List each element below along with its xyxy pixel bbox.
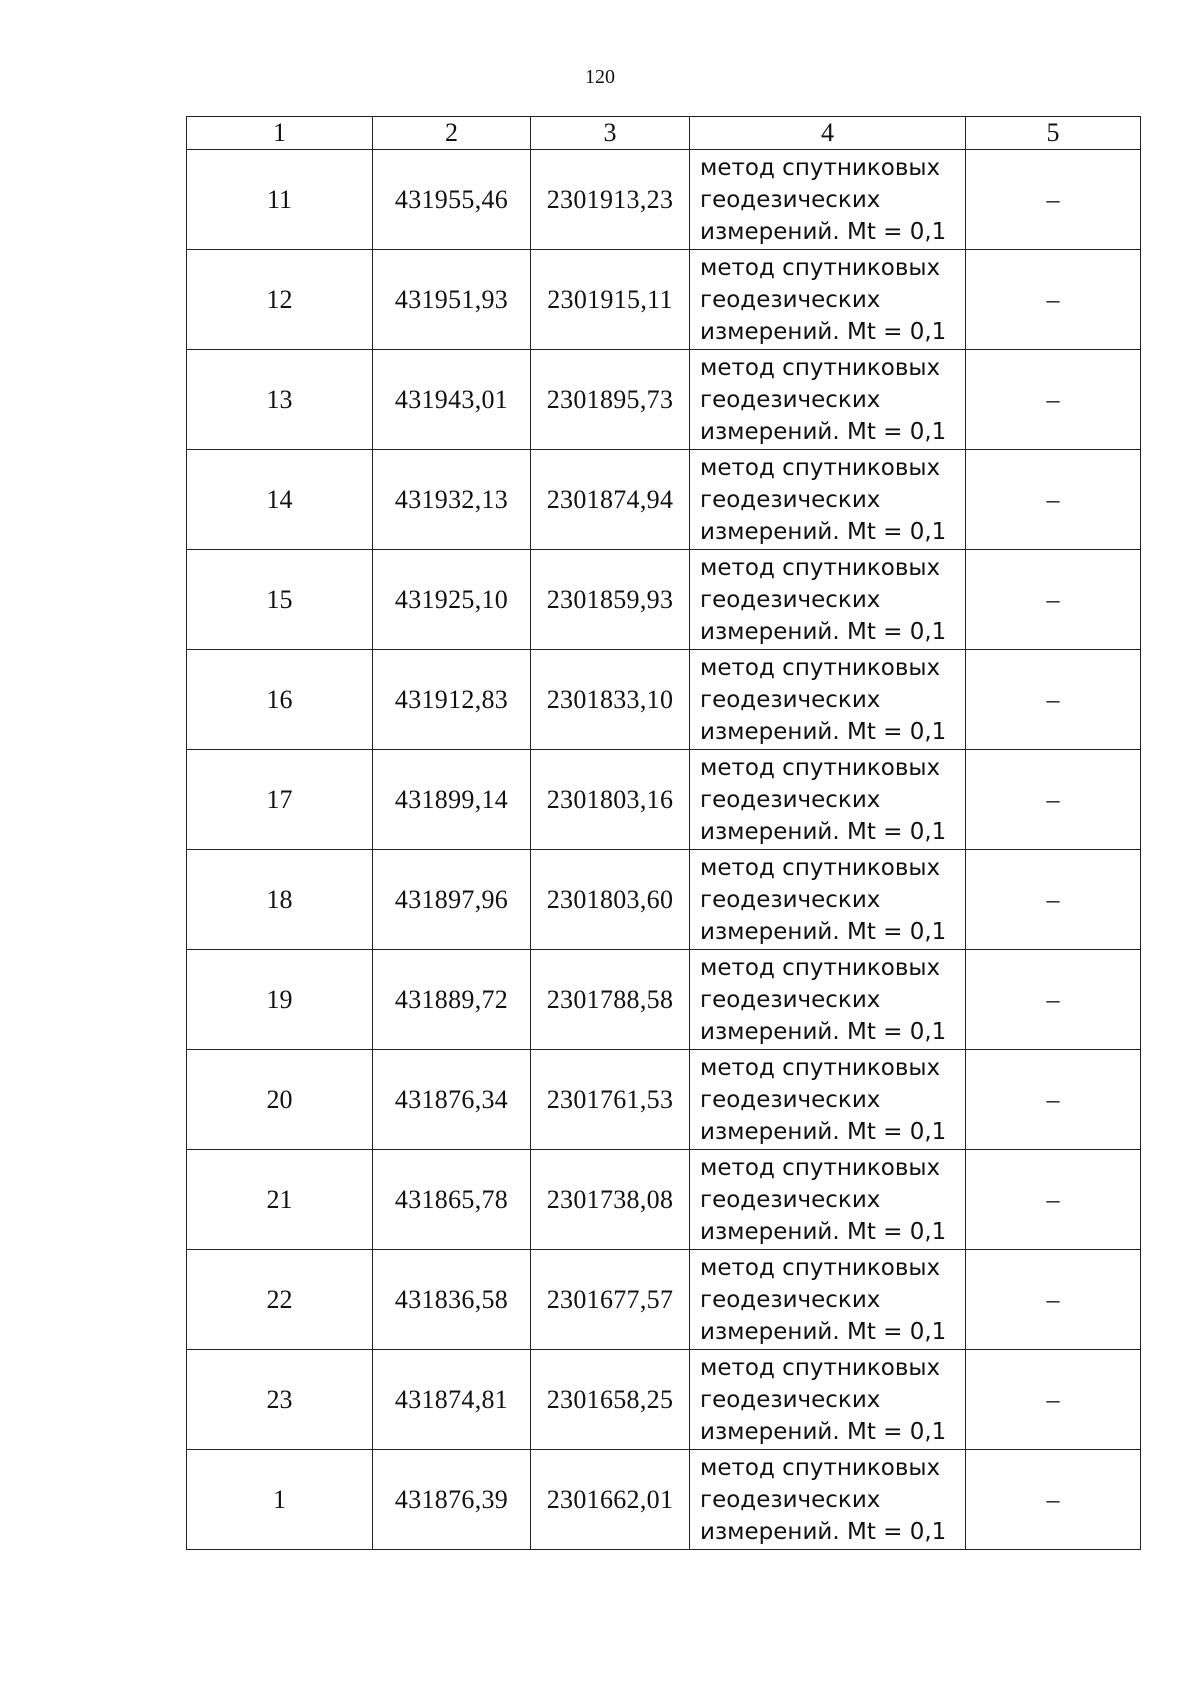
method-line: измерений. Mt = 0,1 (700, 818, 947, 845)
table-row (187, 150, 1141, 250)
table-row (187, 1150, 1141, 1250)
method-cell (690, 650, 966, 750)
column-header: 4 (690, 117, 966, 150)
method-line: метод спутниковых (700, 1354, 941, 1381)
x-coordinate-cell: 431897,96 (373, 850, 531, 950)
method-line: геодезических (700, 1186, 881, 1213)
column-header: 2 (373, 117, 531, 150)
y-coordinate-cell: 2301803,60 (531, 850, 690, 950)
table-row (187, 750, 1141, 850)
method-cell (690, 1450, 966, 1550)
table-row (187, 650, 1141, 750)
method-line: метод спутниковых (700, 1254, 941, 1281)
y-coordinate-cell: 2301833,10 (531, 650, 690, 750)
method-line: измерений. Mt = 0,1 (700, 718, 947, 745)
table-row (187, 1250, 1141, 1350)
x-coordinate-cell: 431899,14 (373, 750, 531, 850)
point-number-cell: 11 (187, 150, 373, 250)
table-row (187, 850, 1141, 950)
x-coordinate-cell: 431951,93 (373, 250, 531, 350)
y-coordinate-cell: 2301895,73 (531, 350, 690, 450)
method-line: измерений. Mt = 0,1 (700, 1218, 947, 1245)
method-line: геодезических (700, 686, 881, 713)
method-line: метод спутниковых (700, 1454, 941, 1481)
y-coordinate-cell: 2301761,53 (531, 1050, 690, 1150)
table-row (187, 250, 1141, 350)
method-line: метод спутниковых (700, 654, 941, 681)
point-number-cell: 1 (187, 1450, 373, 1550)
point-number-cell: 15 (187, 550, 373, 650)
note-cell: – (966, 350, 1141, 450)
x-coordinate-cell: 431943,01 (373, 350, 531, 450)
x-coordinate-cell: 431874,81 (373, 1350, 531, 1450)
method-line: геодезических (700, 1286, 881, 1313)
note-cell: – (966, 650, 1141, 750)
method-line: геодезических (700, 886, 881, 913)
method-line: метод спутниковых (700, 954, 941, 981)
point-number-cell: 13 (187, 350, 373, 450)
point-number-cell: 12 (187, 250, 373, 350)
x-coordinate-cell: 431912,83 (373, 650, 531, 750)
y-coordinate-cell: 2301677,57 (531, 1250, 690, 1350)
y-coordinate-cell: 2301913,23 (531, 150, 690, 250)
table-row (187, 1050, 1141, 1150)
x-coordinate-cell: 431876,34 (373, 1050, 531, 1150)
table-row (187, 950, 1141, 1050)
method-cell (690, 250, 966, 350)
point-number-cell: 16 (187, 650, 373, 750)
y-coordinate-cell: 2301874,94 (531, 450, 690, 550)
y-coordinate-cell: 2301738,08 (531, 1150, 690, 1250)
table-row (187, 450, 1141, 550)
table-header-row (187, 117, 1141, 150)
method-line: измерений. Mt = 0,1 (700, 918, 947, 945)
x-coordinate-cell: 431955,46 (373, 150, 531, 250)
method-line: геодезических (700, 1386, 881, 1413)
method-line: метод спутниковых (700, 454, 941, 481)
note-cell: – (966, 550, 1141, 650)
method-line: измерений. Mt = 0,1 (700, 518, 947, 545)
method-line: метод спутниковых (700, 354, 941, 381)
method-line: геодезических (700, 586, 881, 613)
table-row (187, 350, 1141, 450)
method-line: геодезических (700, 386, 881, 413)
method-line: метод спутниковых (700, 754, 941, 781)
y-coordinate-cell: 2301803,16 (531, 750, 690, 850)
method-line: измерений. Mt = 0,1 (700, 418, 947, 445)
point-number-cell: 14 (187, 450, 373, 550)
method-line: метод спутниковых (700, 1054, 941, 1081)
x-coordinate-cell: 431932,13 (373, 450, 531, 550)
method-line: метод спутниковых (700, 554, 941, 581)
method-cell (690, 550, 966, 650)
column-header: 1 (187, 117, 373, 150)
method-line: геодезических (700, 1086, 881, 1113)
method-cell (690, 1150, 966, 1250)
point-number-cell: 22 (187, 1250, 373, 1350)
method-line: измерений. Mt = 0,1 (700, 618, 947, 645)
note-cell: – (966, 450, 1141, 550)
point-number-cell: 21 (187, 1150, 373, 1250)
note-cell: – (966, 1150, 1141, 1250)
x-coordinate-cell: 431865,78 (373, 1150, 531, 1250)
x-coordinate-cell: 431889,72 (373, 950, 531, 1050)
method-line: измерений. Mt = 0,1 (700, 1418, 947, 1445)
x-coordinate-cell: 431876,39 (373, 1450, 531, 1550)
method-line: измерений. Mt = 0,1 (700, 1318, 947, 1345)
note-cell: – (966, 1450, 1141, 1550)
method-line: измерений. Mt = 0,1 (700, 218, 947, 245)
point-number-cell: 23 (187, 1350, 373, 1450)
method-cell (690, 850, 966, 950)
method-line: метод спутниковых (700, 1154, 941, 1181)
method-cell (690, 350, 966, 450)
method-line: геодезических (700, 786, 881, 813)
table-row (187, 550, 1141, 650)
coordinates-table (186, 116, 1141, 1550)
page-number: 120 (585, 66, 615, 88)
method-cell (690, 450, 966, 550)
y-coordinate-cell: 2301915,11 (531, 250, 690, 350)
note-cell: – (966, 850, 1141, 950)
point-number-cell: 20 (187, 1050, 373, 1150)
method-line: измерений. Mt = 0,1 (700, 1118, 947, 1145)
y-coordinate-cell: 2301859,93 (531, 550, 690, 650)
x-coordinate-cell: 431925,10 (373, 550, 531, 650)
method-line: метод спутниковых (700, 254, 941, 281)
y-coordinate-cell: 2301788,58 (531, 950, 690, 1050)
column-header: 5 (966, 117, 1141, 150)
method-line: геодезических (700, 186, 881, 213)
note-cell: – (966, 1250, 1141, 1350)
method-line: метод спутниковых (700, 154, 941, 181)
point-number-cell: 18 (187, 850, 373, 950)
point-number-cell: 19 (187, 950, 373, 1050)
note-cell: – (966, 750, 1141, 850)
method-line: метод спутниковых (700, 854, 941, 881)
note-cell: – (966, 150, 1141, 250)
point-number-cell: 17 (187, 750, 373, 850)
method-cell (690, 950, 966, 1050)
x-coordinate-cell: 431836,58 (373, 1250, 531, 1350)
table-row (187, 1350, 1141, 1450)
table-row (187, 1450, 1141, 1550)
column-header: 3 (531, 117, 690, 150)
note-cell: – (966, 1050, 1141, 1150)
table-body (187, 150, 1141, 1550)
method-cell (690, 1050, 966, 1150)
method-line: измерений. Mt = 0,1 (700, 1518, 947, 1545)
y-coordinate-cell: 2301658,25 (531, 1350, 690, 1450)
y-coordinate-cell: 2301662,01 (531, 1450, 690, 1550)
method-line: геодезических (700, 286, 881, 313)
method-line: геодезических (700, 486, 881, 513)
method-cell (690, 1350, 966, 1450)
method-line: измерений. Mt = 0,1 (700, 318, 947, 345)
note-cell: – (966, 250, 1141, 350)
method-line: геодезических (700, 986, 881, 1013)
note-cell: – (966, 950, 1141, 1050)
method-line: геодезических (700, 1486, 881, 1513)
method-line: измерений. Mt = 0,1 (700, 1018, 947, 1045)
method-cell (690, 150, 966, 250)
note-cell: – (966, 1350, 1141, 1450)
method-cell (690, 750, 966, 850)
method-cell (690, 1250, 966, 1350)
